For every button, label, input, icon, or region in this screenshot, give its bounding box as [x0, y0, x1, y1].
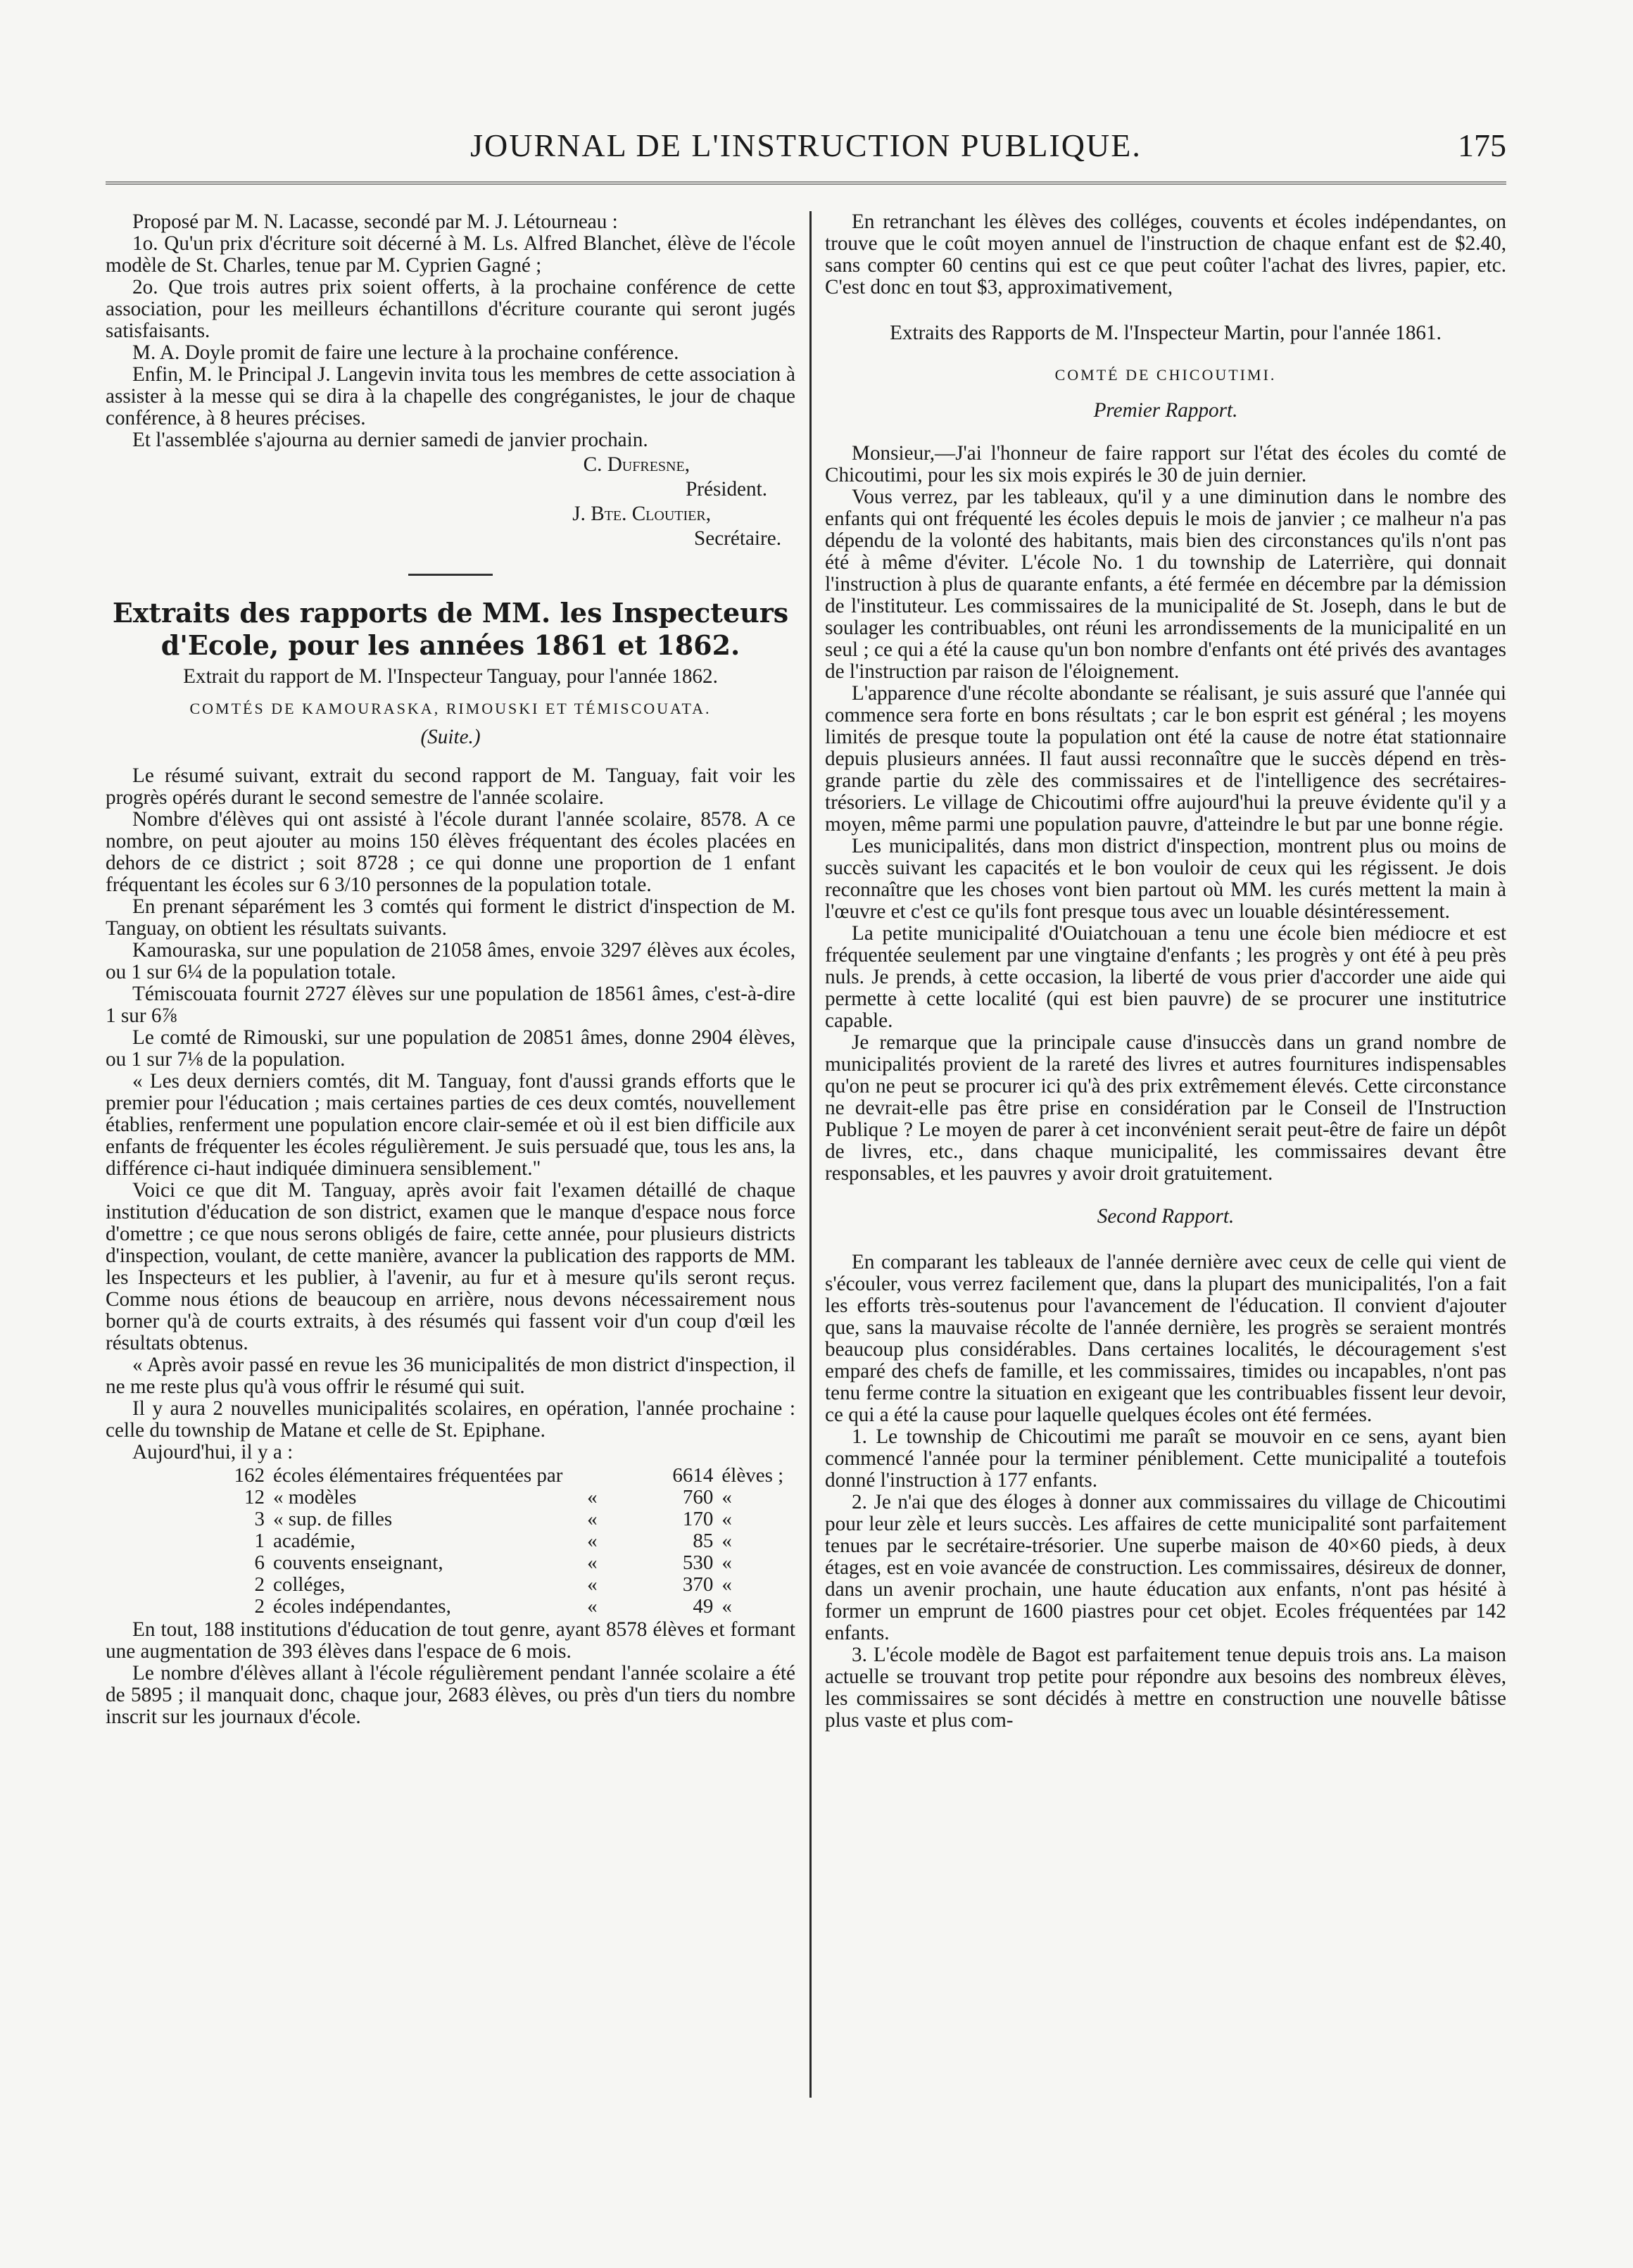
paragraph: M. A. Doyle promit de faire une lecture à la prochaine conférence. [132, 341, 679, 364]
counties-heading: COMTÉS DE KAMOURASKA, RIMOUSKI ET TÉMISCOUATA. [189, 700, 712, 717]
paragraph: 3. L'école modèle de Bagot est parfaitement tenue depuis trois ans. La maison actuelle se trouvant trop petite pour répondre aux besoins des nombreux élèves, les commissaires se sont décidés à mettre en construction une nouvelle bâtisse plus vaste et plus com- [825, 1644, 1506, 1732]
table-row [169, 1508, 788, 1530]
table-cell-value: 530 [682, 1551, 714, 1574]
left-column [106, 211, 795, 1728]
paragraph: 2o. Que trois autres prix soient offerts, à la prochaine conférence de cette association, pour les meilleurs échantillons d'écriture courante qui seront jugés satisfaisants. [106, 276, 795, 342]
paragraph: Le comté de Rimouski, sur une population de 20851 âmes, donne 2904 élèves, ou 1 sur 7⅛ de la population. [106, 1026, 795, 1071]
paragraph: Aujourd'hui, il y a : [132, 1441, 294, 1463]
table-cell-ditto: « [587, 1486, 598, 1508]
table-cell-count: 2 [254, 1595, 265, 1618]
signature-president-name: C. Dufresne, [583, 453, 690, 476]
table-cell-label: académie, [273, 1530, 355, 1552]
paragraph: En prenant séparément les 3 comtés qui forment le district d'inspection de M. Tanguay, on obtient les résultats suivants. [106, 895, 795, 940]
table-cell-count: 1 [254, 1530, 265, 1552]
table-cell-ditto: « [587, 1551, 598, 1574]
table-cell-label: « sup. de filles [273, 1508, 393, 1530]
paragraph: « Les deux derniers comtés, dit M. Tanguay, font d'aussi grands efforts que le premier pour l'éducation ; mais certaines parties de ces deux comtés, nouvellement établies, renferment une population encore clair-semée et où il est bien difficile aux enfants de fréquenter les écoles régulièrement. Je suis persuadé que, tous les ans, la différence ci-haut indiquée diminuera sensiblement." [106, 1070, 795, 1180]
table-cell-label: écoles indépendantes, [273, 1595, 451, 1618]
table-cell-value: 85 [693, 1530, 714, 1552]
section-rule [408, 574, 493, 576]
paragraph: Kamouraska, sur une population de 21058 âmes, envoie 3297 élèves aux écoles, ou 1 sur 6¼ de la population totale. [106, 939, 795, 983]
section-title: Extraits des rapports de MM. les Inspecteurs d'Ecole, pour les années 1861 et 1862. [112, 597, 789, 661]
table-cell-ditto: « [587, 1508, 598, 1530]
paragraph: 1o. Qu'un prix d'écriture soit décerné à M. Ls. Alfred Blanchet, élève de l'école modèle de St. Charles, tenue par M. Cyprien Gagné ; [106, 232, 795, 277]
paragraph: Proposé par M. N. Lacasse, secondé par M. J. Létourneau : [132, 210, 618, 233]
table-row [169, 1465, 788, 1487]
paragraph: En comparant les tableaux de l'année dernière avec ceux de celle qui vient de s'écouler, vous verrez facilement que, dans la plupart des municipalités, l'on a fait les efforts très-soutenus pour l'avancement de l'éducation. Il convient d'ajouter que, sans la mauvaise récolte de l'année dernière, les progrès se seraient montrés beaucoup plus considérables. Dans certaines localités, le découragement s'est emparé des chefs de famille, et les commissaires, timides ou incapables, n'ont pas tenu ferme contre la situation en exigeant que les contribuables fissent leur devoir, ce qui a été la cause pour laquelle quelques écoles ont été fermées. [825, 1251, 1506, 1426]
table-row [169, 1530, 788, 1552]
table-cell-value: 170 [682, 1508, 714, 1530]
county-heading: COMTÉ DE CHICOUTIMI. [1054, 366, 1277, 384]
paragraph: La petite municipalité d'Ouiatchouan a tenu une école bien médiocre et est fréquentée seulement par une vingtaine d'enfants ; les progrès y ont été à peu près nuls. Je prends, à cette occasion, la liberté de vous prier d'accorder une aide qui permette à cette localité (qui est bien pauvre) de se procurer une institutrice capable. [825, 922, 1506, 1032]
table-cell-label: colléges, [273, 1573, 346, 1596]
table-cell-value: 760 [682, 1486, 714, 1508]
page-number: 175 [1458, 127, 1506, 163]
table-row [169, 1574, 788, 1596]
table-cell-label: « modèles [273, 1486, 357, 1508]
institutions-table [169, 1465, 788, 1618]
table-cell-unit: élèves ; [721, 1464, 784, 1487]
signature-secretary-name: J. Bte. Cloutier, [572, 503, 711, 525]
paragraph: Je remarque que la principale cause d'insuccès dans un grand nombre de municipalités provient de la rareté des livres et autres fournitures indispensables qu'on ne peut se procurer ici qu'à des prix extrêmement élevés. Cette circonstance ne devrait-elle pas être prise en considération par le Conseil de l'Instruction Publique ? Le moyen de parer à cet inconvénient serait peut-être de faire un dépôt de livres, etc., dans chaque municipalité, les commissaires devant être responsables, et les pauvres y avoir droit gratuitement. [825, 1031, 1506, 1185]
table-cell-ditto: « [587, 1530, 598, 1552]
table-cell-ditto: « [587, 1573, 598, 1596]
extract-line: Extrait du rapport de M. l'Inspecteur Tanguay, pour l'année 1862. [183, 665, 718, 688]
table-cell-label: couvents enseignant, [273, 1551, 443, 1574]
paragraph: Le résumé suivant, extrait du second rapport de M. Tanguay, fait voir les progrès opérés durant le second semestre de l'année scolaire. [106, 764, 795, 809]
paragraph: 1. Le township de Chicoutimi me paraît se mouvoir en ce sens, ayant bien commencé l'année pour la terminer péniblement. Cette municipalité a toutefois donné l'instruction à 177 enfants. [825, 1425, 1506, 1492]
table-row [169, 1487, 788, 1508]
table-cell-unit: « [721, 1595, 732, 1618]
table-cell-value: 6614 [672, 1464, 714, 1487]
paragraph: 2. Je n'ai que des éloges à donner aux commissaires du village de Chicoutimi pour leur zèle et leurs succès. Les affaires de cette municipalité sont parfaitement tenues par le secrétaire-trésorier. Une superbe maison de 40×60 pieds, à deux étages, est en voie avancée de construction. Les commissaires, désireux de donner, dans un avenir prochain, une haute éducation aux enfants, n'ont pas hésité à former un emprunt de 1600 piastres pour cet objet. Ecoles fréquentées par 142 enfants. [825, 1491, 1506, 1644]
table-cell-count: 162 [234, 1464, 265, 1487]
paragraph: En tout, 188 institutions d'éducation de tout genre, ayant 8578 élèves et formant une augmentation de 393 élèves dans l'espace de 6 mois. [106, 1618, 795, 1663]
table-cell-unit: « [721, 1508, 732, 1530]
table-cell-label: écoles élémentaires fréquentées par [273, 1464, 563, 1487]
paragraph: Vous verrez, par les tableaux, qu'il y a une diminution dans le nombre des enfants qui ont fréquenté les écoles depuis le mois de janvier ; ce malheur n'a pas dépendu de la volonté des habitants, mais bien des circonstances qu'ils n'ont pas été à même d'éviter. L'école No. 1 du township de Laterrière, qui donnait l'instruction à plus de quarante enfants, a été fermée en décembre par la démission de l'instituteur. Les commissaires de la municipalité de St. Joseph, dans le but de soulager les contribuables, ont réuni les arrondissements de la municipalité en un seul ; ce qui a été la cause qu'un bon nombre d'enfants ont été privés des avantages de l'instruction par raison de l'éloignement. [825, 486, 1506, 683]
column-divider [809, 211, 812, 2098]
extract-title: Extraits des Rapports de M. l'Inspecteur Martin, pour l'année 1861. [890, 322, 1442, 344]
table-cell-ditto [567, 1465, 617, 1487]
table-cell-unit: « [721, 1486, 732, 1508]
table-cell-count: 3 [254, 1508, 265, 1530]
paragraph: « Après avoir passé en revue les 36 municipalités de mon district d'inspection, il ne me reste plus qu'à vous offrir le résumé qui suit. [106, 1354, 795, 1398]
table-cell-count: 2 [254, 1573, 265, 1596]
right-column [825, 211, 1506, 1732]
page-header [106, 127, 1506, 169]
table-cell-unit: « [721, 1551, 732, 1574]
table-cell-unit: « [721, 1573, 732, 1596]
table-cell-ditto: « [587, 1595, 598, 1618]
table-cell-value: 370 [682, 1573, 714, 1596]
paragraph: Nombre d'élèves qui ont assisté à l'école durant l'année scolaire, 8578. A ce nombre, on peut ajouter au moins 150 élèves fréquentant des écoles placées en dehors de ce district ; soit 8728 ; ce qui donne une proportion de 1 enfant fréquentant les écoles sur 6 3/10 personnes de la population totale. [106, 808, 795, 896]
first-report-heading: Premier Rapport. [1093, 399, 1238, 422]
table-cell-value: 49 [693, 1595, 714, 1618]
paragraph: Voici ce que dit M. Tanguay, après avoir fait l'examen détaillé de chaque institution d'éducation de son district, examen que le manque d'espace nous force d'omettre ; ce que nous serons obligés de faire, cette année, pour plusieurs districts d'inspection, voulant, de cette manière, avancer la publication des rapports de MM. les Inspecteurs et les publier, à l'avenir, au fur et à mesure qu'ils seront reçus. Comme nous étions de beaucoup en arrière, nous devons nécessairement nous borner qu'à de courts extraits, à des résumés qui fassent voir d'un coup d'œil les résultats obtenus. [106, 1179, 795, 1354]
paragraph: En retranchant les élèves des colléges, couvents et écoles indépendantes, on trouve que le coût moyen annuel de l'instruction de chaque enfant est de $2.40, sans compter 60 centins qui est ce que peut coûter l'achat des livres, papier, etc. C'est donc en tout $3, approximativement, [825, 210, 1506, 298]
table-cell-count: 6 [254, 1551, 265, 1574]
header-rule [106, 182, 1506, 184]
paragraph: Témiscouata fournit 2727 élèves sur une population de 18561 âmes, c'est-à-dire 1 sur 6⅞ [106, 983, 795, 1027]
paragraph: Monsieur,—J'ai l'honneur de faire rapport sur l'état des écoles du comté de Chicoutimi, pour les six mois expirés le 30 de juin dernier. [825, 442, 1506, 486]
paragraph: Les municipalités, dans mon district d'inspection, montrent plus ou moins de succès suivant les capacités et le bon vouloir de ceux qui les régissent. Je dois reconnaître que les choses vont bien partout où MM. les curés mettent la main à l'œuvre et c'est ce qu'ils font presque tous avec un louable désintéressement. [825, 835, 1506, 923]
paragraph: L'apparence d'une récolte abondante se réalisant, je suis assuré que l'année qui commence sera forte en bons résultats ; car le bon esprit est général ; les moyens limités de presque toute la population ont été la cause de notre état stationnaire depuis plusieurs années. Il faut aussi reconnaître que le succès dépend en très-grande partie du zèle des commissaires et de l'intelligence des secrétaires-trésoriers. Le village de Chicoutimi offre aujourd'hui la preuve évidente qu'il y a moyen, même parmi une population pauvre, d'atteindre le but par une bonne régie. [825, 682, 1506, 836]
paragraph: Enfin, M. le Principal J. Langevin invita tous les membres de cette association à assister à la messe qui se dira à la chapelle des congréganistes, le jour de chaque conférence, à 8 heures précises. [106, 363, 795, 429]
table-row [169, 1596, 788, 1618]
journal-title: JOURNAL DE L'INSTRUCTION PUBLIQUE. [470, 127, 1142, 163]
paragraph: Il y aura 2 nouvelles municipalités scolaires, en opération, l'année prochaine : celle du township de Matane et celle de St. Epiphane. [106, 1397, 795, 1442]
table-cell-count: 12 [244, 1486, 265, 1508]
paragraph: Le nombre d'élèves allant à l'école régulièrement pendant l'année scolaire a été de 5895 ; il manquait donc, chaque jour, 2683 élèves, ou près d'un tiers du nombre inscrit sur les journaux d'école. [106, 1662, 795, 1728]
signature-secretary-role: Secrétaire. [694, 527, 781, 550]
signature-president-role: Président. [686, 478, 767, 500]
suite-label: (Suite.) [420, 726, 481, 748]
table-row [169, 1552, 788, 1574]
table-cell-unit: « [721, 1530, 732, 1552]
second-report-heading: Second Rapport. [1097, 1205, 1235, 1228]
paragraph: Et l'assemblée s'ajourna au dernier samedi de janvier prochain. [132, 429, 648, 451]
